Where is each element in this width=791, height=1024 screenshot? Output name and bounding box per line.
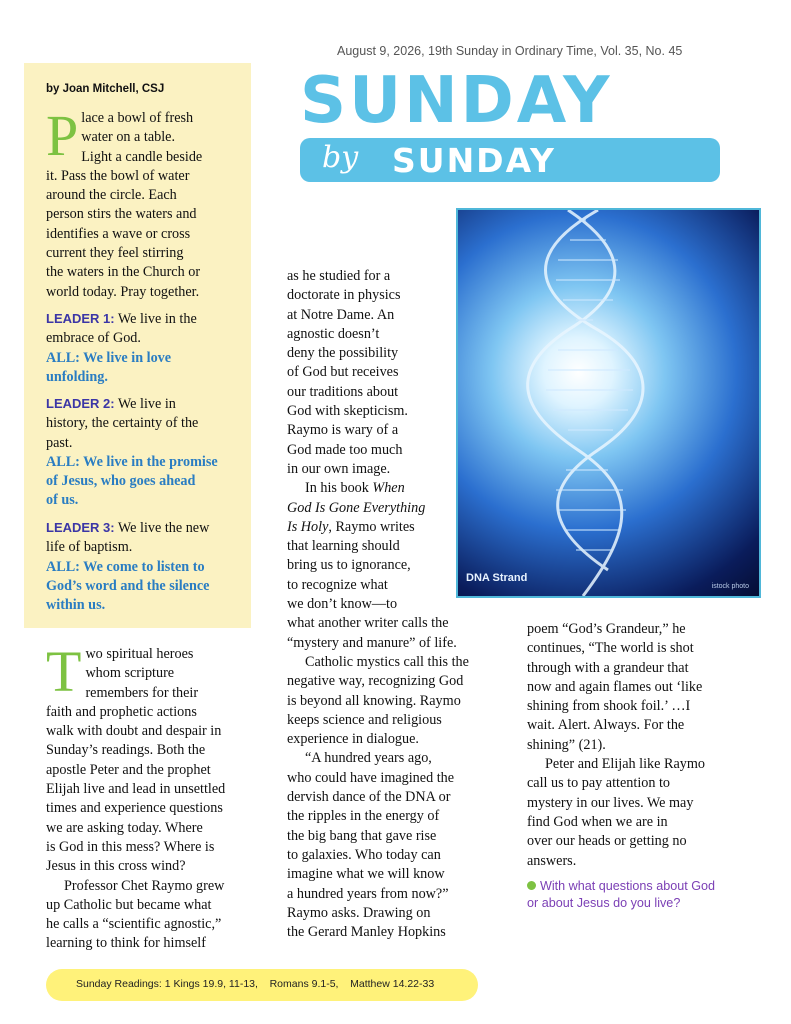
intro-line: identifies a wave or cross (46, 225, 191, 242)
masthead-title: SUNDAY (300, 64, 613, 138)
leader-line: past. (46, 434, 73, 451)
body-line: agnostic doesn’t (287, 325, 380, 342)
body-line: Professor Chet Raymo grew (64, 877, 225, 894)
book-title: When (372, 480, 405, 497)
body-line: at Notre Dame. An (287, 306, 395, 323)
body-line: to galaxies. Who today can (287, 846, 441, 863)
body-text: , Raymo writes (328, 518, 415, 535)
question-text: With what questions about God (540, 879, 716, 893)
body-line: remembers for their (85, 684, 199, 701)
body-line: learning to think for himself (46, 935, 206, 952)
body-line: answers. (527, 852, 577, 869)
intro-line: around the circle. Each (46, 187, 177, 204)
dropcap-t: T (46, 639, 82, 704)
body-line: Raymo asks. Drawing on (287, 904, 431, 921)
article-column-3 (527, 620, 767, 871)
photo-caption: DNA Strand (466, 572, 528, 584)
masthead-by: by (322, 140, 359, 175)
dropcap-p: P (46, 103, 79, 168)
intro-line: the waters in the Church or (46, 264, 201, 281)
body-line: to recognize what (287, 576, 388, 593)
intro-line: person stirs the waters and (46, 206, 197, 223)
masthead-subtitle: SUNDAY (392, 141, 556, 180)
body-line: “A hundred years ago, (305, 750, 432, 767)
intro-line: Light a candle beside (81, 148, 203, 165)
body-line: bring us to ignorance, (287, 557, 411, 574)
litany-3 (46, 518, 251, 615)
intro-line: world today. Pray together. (46, 283, 200, 300)
prayer-sidebar (24, 63, 251, 628)
leader-text: We live in (114, 396, 176, 412)
all-response: ALL: We come to listen to (46, 558, 205, 575)
leader-line: history, the certainty of the (46, 415, 199, 432)
intro-line: lace a bowl of fresh (81, 110, 194, 126)
body-line: the Gerard Manley Hopkins (287, 924, 446, 941)
reflection-question (527, 878, 762, 912)
body-line: wait. Alert. Always. For the (527, 717, 685, 734)
body-line: deny the possibility (287, 345, 399, 362)
body-line (287, 518, 512, 537)
body-line: Elijah live and lead in unsettled (46, 781, 226, 798)
body-line: Peter and Elijah like Raymo (545, 756, 705, 773)
leader-line: embrace of God. (46, 330, 141, 347)
body-line: God made too much (287, 441, 403, 458)
question-line: or about Jesus do you live? (527, 896, 681, 910)
masthead-logo (296, 66, 726, 186)
book-title: Is Holy (287, 518, 329, 535)
book-title: God Is Gone Everything (287, 499, 426, 516)
body-line: what another writer calls the (287, 615, 449, 632)
all-response: ALL: We live in the promise (46, 453, 218, 470)
body-line (287, 499, 512, 518)
photo-credit: istock photo (711, 583, 749, 590)
body-line: times and experience questions (46, 800, 223, 817)
intro-line: current they feel stirring (46, 245, 184, 262)
leader-text: We live in the (114, 311, 197, 327)
body-line: God with skepticism. (287, 403, 408, 420)
body-line: Jesus in this cross wind? (46, 858, 186, 875)
body-line: now and again flames out ‘like (527, 678, 703, 695)
body-line: Catholic mystics call this the (305, 653, 469, 670)
body-line: we don’t know—to (287, 596, 398, 613)
article-column-2 (287, 267, 512, 942)
dateline: August 9, 2026, 19th Sunday in Ordinary Time, Vol. 35, No. 45 (337, 44, 683, 58)
body-line: our traditions about (287, 383, 399, 400)
body-line: the ripples in the energy of (287, 808, 440, 825)
body-line: is God in this mess? Where is (46, 838, 215, 855)
body-line: keeps science and religious (287, 711, 442, 728)
leader-text: We live the new (114, 520, 210, 536)
all-response: within us. (46, 597, 106, 614)
body-line: shining from shook foil.’ …I (527, 698, 691, 715)
all-response: unfolding. (46, 368, 108, 385)
body-line: he calls a “scientific agnostic,” (46, 916, 222, 933)
body-line: find God when we are in (527, 813, 668, 830)
all-response: ALL: We live in love (46, 349, 172, 366)
body-line: is beyond all knowing. Raymo (287, 692, 461, 709)
body-text: In his book (305, 480, 373, 497)
question-line (527, 878, 762, 895)
sidebar-intro (46, 103, 246, 302)
body-line: Sunday’s readings. Both the (46, 742, 206, 759)
leader-line: life of baptism. (46, 539, 133, 556)
body-line: experience in dialogue. (287, 731, 419, 748)
body-line: a hundred years from now?” (287, 885, 449, 902)
body-line: Raymo is wary of a (287, 422, 399, 439)
body-line: the big bang that gave rise (287, 827, 437, 844)
body-line: whom scripture (85, 665, 175, 682)
article-column-1 (46, 639, 271, 954)
body-line: faith and prophetic actions (46, 703, 197, 720)
byline: by Joan Mitchell, CSJ (46, 83, 165, 95)
all-response: of us. (46, 492, 79, 509)
body-line: that learning should (287, 538, 400, 555)
body-line: dervish dance of the DNA or (287, 789, 451, 806)
litany-1 (46, 309, 251, 387)
body-line (287, 479, 512, 498)
green-bullet-icon (527, 881, 536, 890)
intro-line: it. Pass the bowl of water (46, 167, 190, 184)
leader-label: LEADER 1: (46, 311, 115, 326)
leader-label: LEADER 3: (46, 520, 115, 535)
body-line: over our heads or getting no (527, 833, 687, 850)
masthead-banner (300, 138, 720, 182)
leader-line (46, 518, 251, 538)
body-line: wo spiritual heroes (85, 646, 194, 662)
body-line: shining” (21). (527, 736, 606, 753)
body-line: continues, “The world is shot (527, 640, 694, 657)
body-line: we are asking today. Where (46, 819, 203, 836)
litany-2 (46, 394, 251, 511)
body-line: mystery in our lives. We may (527, 794, 694, 811)
leader-label: LEADER 2: (46, 396, 115, 411)
body-line: up Catholic but became what (46, 896, 212, 913)
body-line: who could have imagined the (287, 769, 455, 786)
readings-text: Sunday Readings: 1 Kings 19.9, 11-13, Romans 9.1-5, Matthew 14.22-33 (76, 978, 435, 990)
body-line: doctorate in physics (287, 287, 401, 304)
body-line: of God but receives (287, 364, 399, 381)
all-response: of Jesus, who goes ahead (46, 473, 196, 490)
intro-line: water on a table. (81, 129, 176, 146)
body-line: through with a grandeur that (527, 659, 689, 676)
leader-line (46, 309, 251, 329)
all-response: God’s word and the silence (46, 577, 210, 594)
sunday-readings-banner (46, 969, 478, 1001)
body-line: apostle Peter and the prophet (46, 761, 211, 778)
leader-line (46, 394, 251, 414)
body-line: poem “God’s Grandeur,” he (527, 621, 686, 637)
body-line: negative way, recognizing God (287, 673, 464, 690)
body-line: imagine what we will know (287, 866, 445, 883)
body-line: as he studied for a (287, 268, 391, 284)
body-line: in our own image. (287, 460, 391, 477)
body-line: walk with doubt and despair in (46, 723, 222, 740)
body-line: “mystery and manure” of life. (287, 634, 457, 651)
body-line: call us to pay attention to (527, 775, 671, 792)
